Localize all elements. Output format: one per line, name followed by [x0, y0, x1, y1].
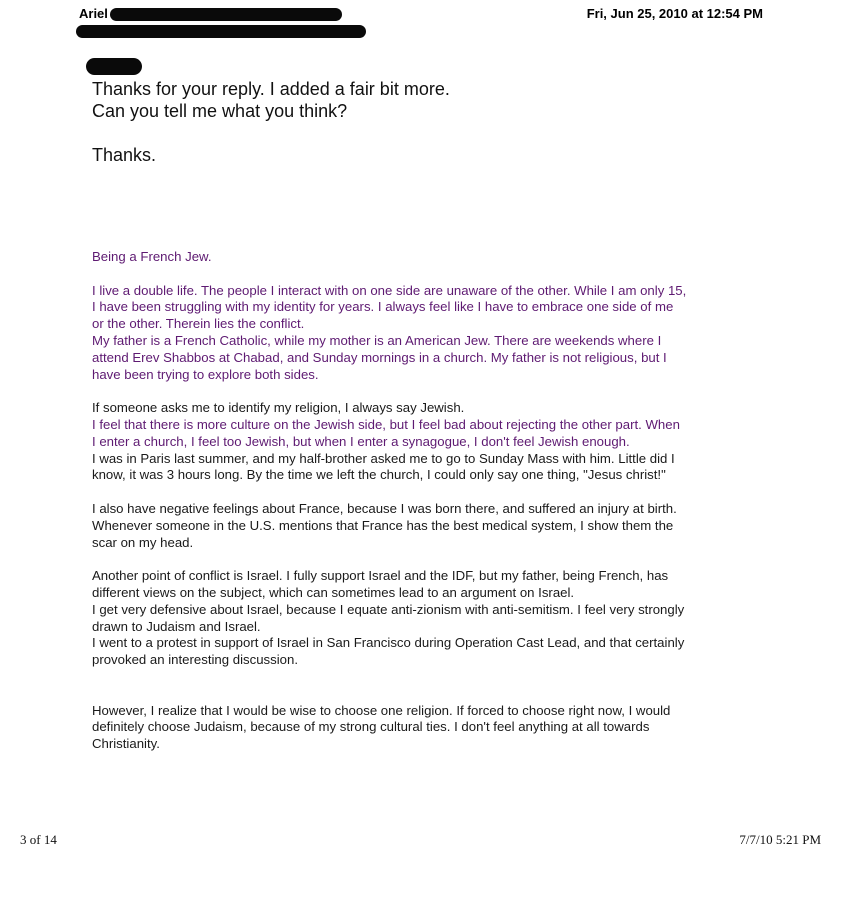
- essay-line: I also have negative feelings about France, because I was born there, and suffered an injury at birth.: [92, 500, 677, 516]
- essay-line: Another point of conflict is Israel. I fully support Israel and the IDF, but my father, being French, has: [92, 568, 669, 584]
- essay-line: I enter a church, I feel too Jewish, but when I enter a synagogue, I don't feel Jewish enough.: [92, 433, 630, 449]
- essay-line: I have been struggling with my identity for years. I always feel like I have to embrace one side of me: [92, 299, 674, 315]
- sender-name: Ariel: [79, 6, 108, 21]
- page-number: 3 of 14: [20, 832, 57, 847]
- essay-line: provoked an interesting discussion.: [92, 652, 298, 668]
- redaction-mark: [110, 8, 342, 21]
- essay-line: or the other. Therein lies the conflict.: [92, 316, 305, 332]
- essay-line: My father is a French Catholic, while my mother is an American Jew. There are weekends where I: [92, 332, 662, 348]
- essay-line: I get very defensive about Israel, because I equate anti-zionism with anti-semitism. I feel very strongly: [92, 601, 685, 617]
- essay-line: I live a double life. The people I interact with on one side are unaware of the other. While I am only 15,: [92, 282, 687, 298]
- essay-line: Christianity.: [92, 736, 160, 752]
- email-intro: [92, 78, 450, 166]
- essay-line: I was in Paris last summer, and my half-brother asked me to go to Sunday Mass with him. Little did I: [92, 450, 675, 466]
- essay-line: drawn to Judaism and Israel.: [92, 618, 261, 634]
- essay-line: Whenever someone in the U.S. mentions that France has the best medical system, I show them the: [92, 517, 674, 533]
- essay-line: scar on my head.: [92, 534, 194, 550]
- email-date: Fri, Jun 25, 2010 at 12:54 PM: [586, 6, 763, 21]
- essay-line: different views on the subject, which can sometimes lead to an argument on Israel.: [92, 584, 575, 600]
- essay-line: I feel that there is more culture on the Jewish side, but I feel bad about rejecting the other part. When: [92, 416, 680, 432]
- essay-line: I went to a protest in support of Israel in San Francisco during Operation Cast Lead, and that certainly: [92, 635, 685, 651]
- essay-line: have been trying to explore both sides.: [92, 366, 319, 382]
- intro-line: Thanks for your reply. I added a fair bit more.: [92, 79, 450, 99]
- essay-line: attend Erev Shabbos at Chabad, and Sunday mornings in a church. My father is not religious, but I: [92, 349, 667, 365]
- intro-signoff: Thanks.: [92, 145, 157, 165]
- essay-line: know, it was 3 hours long. By the time we left the church, I could only say one thing, "Jesus christ!": [92, 467, 666, 483]
- essay-body: [92, 249, 757, 753]
- redaction-mark: [86, 58, 142, 75]
- essay-line: definitely choose Judaism, because of my strong cultural ties. I don't feel anything at all towards: [92, 719, 650, 735]
- essay-line: If someone asks me to identify my religion, I always say Jewish.: [92, 400, 465, 416]
- essay-line: However, I realize that I would be wise to choose one religion. If forced to choose right now, I would: [92, 702, 671, 718]
- redaction-mark: [76, 25, 366, 38]
- essay-title: Being a French Jew.: [92, 249, 212, 264]
- print-timestamp: 7/7/10 5:21 PM: [739, 832, 821, 847]
- intro-line: Can you tell me what you think?: [92, 101, 348, 121]
